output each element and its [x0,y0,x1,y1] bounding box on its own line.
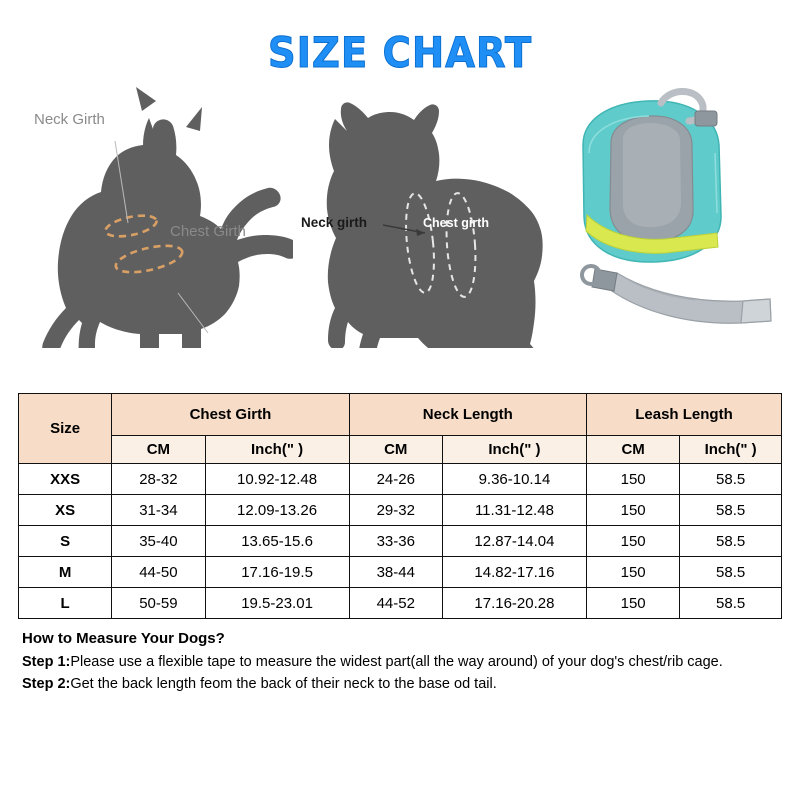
subheader-leash-inch: Inch(" ) [680,436,782,464]
step-1-label: Step 1: [22,653,71,670]
cell-chest-inch: 13.65-15.6 [205,526,349,557]
step-2-label: Step 2: [22,675,71,692]
product-illustration [565,83,790,348]
header-chest-girth: Chest Girth [112,394,349,436]
subheader-leash-cm: CM [587,436,680,464]
dog-neck-arrow-icon [381,209,501,249]
cat-illustration [18,83,293,348]
instruction-step-1 [22,651,782,673]
cell-leash-inch: 58.5 [680,557,782,588]
header-size: Size [19,394,112,464]
cell-chest-cm: 28-32 [112,464,205,495]
header-neck-length: Neck Length [349,394,586,436]
subheader-chest-cm: CM [112,436,205,464]
cell-leash-inch: 58.5 [680,495,782,526]
subheader-neck-cm: CM [349,436,442,464]
cell-neck-inch: 12.87-14.04 [442,526,586,557]
instructions-heading: How to Measure Your Dogs? [22,630,225,647]
subheader-chest-inch: Inch(" ) [205,436,349,464]
table-row [19,557,782,588]
cell-leash-inch: 58.5 [680,526,782,557]
table-header-row [19,394,782,436]
cell-leash-cm: 150 [587,557,680,588]
header-leash-length: Leash Length [587,394,782,436]
size-table [18,393,782,619]
subheader-neck-inch: Inch(" ) [442,436,586,464]
cell-leash-inch: 58.5 [680,588,782,619]
cell-chest-cm: 35-40 [112,526,205,557]
cell-size: XS [19,495,112,526]
cell-neck-cm: 33-36 [349,526,442,557]
step-1-text: Please use a flexible tape to measure the widest part(all the way around) of your dog's chest/rib cage. [70,653,723,670]
cat-neck-girth-label: Neck Girth [34,111,105,128]
cell-chest-inch: 19.5-23.01 [205,588,349,619]
cell-neck-cm: 44-52 [349,588,442,619]
dog-chest-girth-label: Chest girth [423,216,489,230]
dog-neck-girth-label: Neck girth [301,215,368,230]
measurement-instructions [22,628,782,695]
cell-chest-cm: 50-59 [112,588,205,619]
cell-chest-cm: 44-50 [112,557,205,588]
step-2-text: Get the back length feom the back of their neck to the base od tail. [70,675,497,692]
table-row [19,588,782,619]
cell-leash-cm: 150 [587,588,680,619]
cell-size: XXS [19,464,112,495]
size-table-container [18,393,782,619]
cat-chest-girth-label: Chest Girth [170,223,246,240]
cell-neck-cm: 38-44 [349,557,442,588]
cell-chest-inch: 17.16-19.5 [205,557,349,588]
cell-neck-inch: 11.31-12.48 [442,495,586,526]
cell-leash-cm: 150 [587,526,680,557]
instruction-step-2 [22,673,782,695]
cell-chest-cm: 31-34 [112,495,205,526]
page-title: SIZE CHART [267,28,533,77]
cell-neck-cm: 24-26 [349,464,442,495]
cell-neck-cm: 29-32 [349,495,442,526]
cell-size: S [19,526,112,557]
cell-size: L [19,588,112,619]
cell-neck-inch: 14.82-17.16 [442,557,586,588]
illustration-band [0,83,800,353]
cell-chest-inch: 12.09-13.26 [205,495,349,526]
cell-leash-cm: 150 [587,464,680,495]
table-subheader-row [19,436,782,464]
table-row [19,464,782,495]
table-row [19,495,782,526]
cell-leash-inch: 58.5 [680,464,782,495]
cell-neck-inch: 17.16-20.28 [442,588,586,619]
table-row [19,526,782,557]
dog-illustration [295,83,555,348]
cell-chest-inch: 10.92-12.48 [205,464,349,495]
cell-neck-inch: 9.36-10.14 [442,464,586,495]
cell-size: M [19,557,112,588]
harness-and-leash-photo [565,83,790,348]
cell-leash-cm: 150 [587,495,680,526]
